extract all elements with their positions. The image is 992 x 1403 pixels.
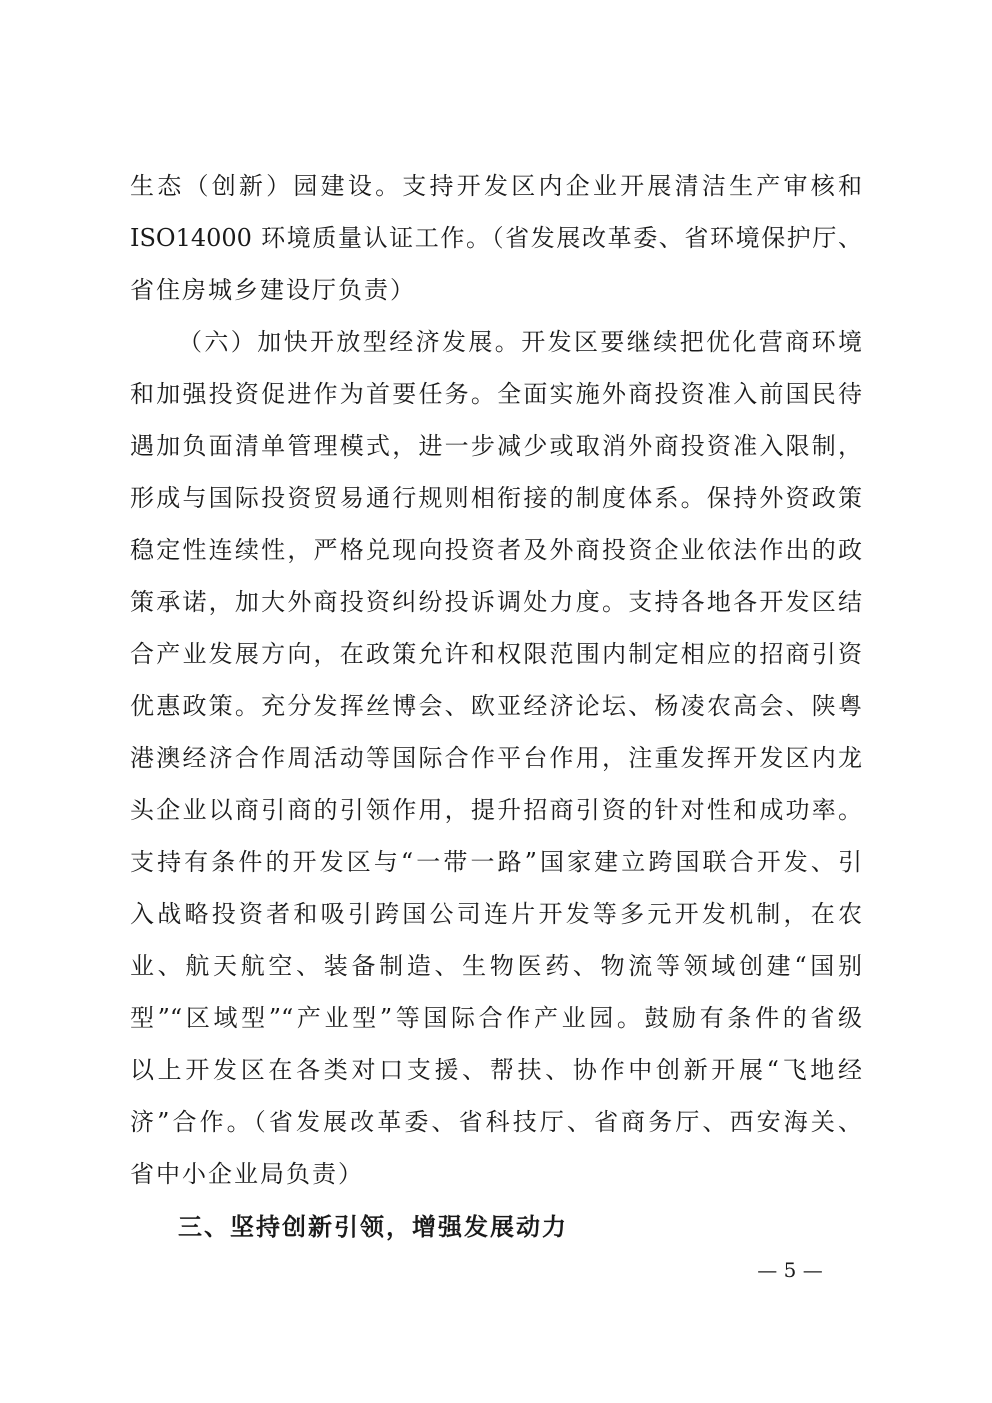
text-line: （六）加快开放型经济发展。开发区要继续把优化营商环境 (178, 328, 862, 356)
text-line: 优惠政策。充分发挥丝博会、欧亚经济论坛、杨凌农高会、陕粤 (130, 692, 862, 720)
text-line: 策承诺，加大外商投资纠纷投诉调处力度。支持各地各开发区结 (130, 588, 862, 616)
text-line: 生态（创新）园建设。支持开发区内企业开展清洁生产审核和 (130, 172, 862, 200)
text-line: 省住房城乡建设厅负责） (130, 276, 416, 304)
text-line: 业、航天航空、装备制造、生物医药、物流等领域创建“国别 (130, 952, 862, 980)
text-line: 入战略投资者和吸引跨国公司连片开发等多元开发机制，在农 (130, 900, 862, 928)
text-line: ISO14000 环境质量认证工作。（省发展改革委、省环境保护厅、 (130, 224, 862, 252)
text-line: 合产业发展方向，在政策允许和权限范围内制定相应的招商引资 (130, 640, 862, 668)
text-line: 型”“区域型”“产业型”等国际合作产业园。鼓励有条件的省级 (130, 1004, 862, 1032)
text-line: 济”合作。（省发展改革委、省科技厅、省商务厅、西安海关、 (130, 1108, 862, 1136)
text-line: 以上开发区在各类对口支援、帮扶、协作中创新开展“飞地经 (130, 1056, 862, 1084)
section-heading: 三、坚持创新引领，增强发展动力 (178, 1213, 568, 1241)
text-line: 和加强投资促进作为首要任务。全面实施外商投资准入前国民待 (130, 380, 862, 408)
text-line: 形成与国际投资贸易通行规则相衔接的制度体系。保持外资政策 (130, 484, 862, 512)
text-line: 港澳经济合作周活动等国际合作平台作用，注重发挥开发区内龙 (130, 744, 862, 772)
text-line: 头企业以商引商的引领作用，提升招商引资的针对性和成功率。 (130, 796, 862, 824)
text-line: 支持有条件的开发区与“一带一路”国家建立跨国联合开发、引 (130, 848, 862, 876)
text-line: 稳定性连续性，严格兑现向投资者及外商投资企业依法作出的政 (130, 536, 862, 564)
text-line: 省中小企业局负责） (130, 1160, 364, 1188)
text-line: 遇加负面清单管理模式，进一步减少或取消外商投资准入限制， (130, 432, 862, 460)
page-number: — 5 — (757, 1258, 823, 1282)
